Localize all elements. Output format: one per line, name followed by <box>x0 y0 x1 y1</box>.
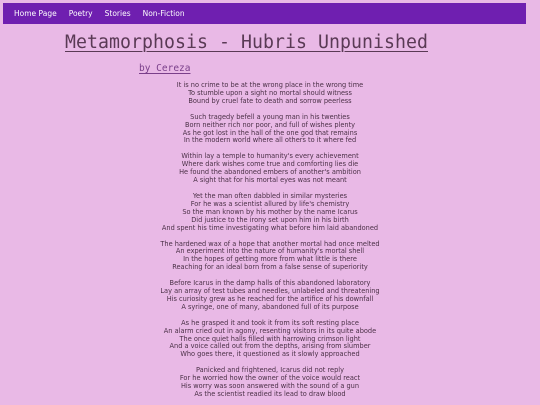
poem-line: Born neither rich nor poor, and full of wishes plenty <box>184 120 356 129</box>
poem-line: As the scientist readied its lead to draw blood <box>194 390 346 398</box>
poem-stanza <box>130 193 410 233</box>
author-byline: by Cereza <box>139 63 191 74</box>
poem-line: Did justice to the irony set upon him in his birth <box>191 215 349 224</box>
poem-line: In the modern world where all others to it where fed <box>183 136 357 145</box>
poem-line: In the hopes of getting more from what little is there <box>183 255 357 264</box>
nav-link-home[interactable]: Home Page <box>14 9 57 18</box>
poem-line: Such tragedy befell a young man in his twenties <box>190 112 350 121</box>
poem-line: Where dark wishes come true and comforting lies die <box>181 160 359 169</box>
top-navbar <box>3 3 526 24</box>
nav-link-stories[interactable]: Stories <box>104 9 131 18</box>
poem-line: For he was a scientist allured by life's chemistry <box>190 199 350 208</box>
poem-stanza <box>130 114 410 146</box>
poem-stanza <box>130 367 410 399</box>
poem-line: Bound by cruel fate to death and sorrow peerless <box>188 96 352 105</box>
poem-line: An experiment into the nature of humanity's mortal shell <box>175 247 365 256</box>
poem-line: Within lay a temple to humanity's every achievement <box>181 152 359 161</box>
poem-stanza <box>130 82 410 106</box>
poem-line: His worry was soon answered with the sound of a gun <box>180 382 360 391</box>
poem-stanza <box>130 320 410 360</box>
poem-line: To stumble upon a sight no mortal should witness <box>188 88 352 97</box>
poem-stanza <box>130 241 410 273</box>
poem-line: So the man known by his mother by the name Icarus <box>182 207 358 216</box>
poem-line: As he got lost in the hall of the one god that remains <box>182 128 358 137</box>
poem-body <box>130 82 410 405</box>
poem-line: Reaching for an ideal born from a false sense of superiority <box>172 263 368 272</box>
poem-stanza <box>130 280 410 312</box>
poem-line: His curiosity grew as he reached for the artifice of his downfall <box>166 294 374 303</box>
poem-line: An alarm cried out in agony, resenting visitors in its quite abode <box>163 326 377 335</box>
page-title: Metamorphosis - Hubris Unpunished <box>65 32 428 53</box>
poem-line: Lay an array of test tubes and needles, unlabeled and threatening <box>160 287 380 296</box>
poem-line: As he grasped it and took it from its soft resting place <box>181 318 359 327</box>
poem-line: Before Icarus in the damp halls of this abandoned laboratory <box>169 279 371 288</box>
poem-line: The once quiet halls filled with harrowing crimson light <box>179 334 361 343</box>
poem-line: Panicked and frightened, Icarus did not reply <box>195 366 345 375</box>
nav-link-poetry[interactable]: Poetry <box>68 9 93 18</box>
poem-line: Who goes there, it questioned as it slowly approached <box>180 350 360 359</box>
poem-line: A syringe, one of many, abandoned full of its purpose <box>181 302 359 311</box>
poem-line: A sight that for his mortal eyes was not meant <box>193 176 347 185</box>
nav-link-nonfiction[interactable]: Non-Fiction <box>142 9 185 18</box>
poem-line: And spent his time investigating what before him laid abandoned <box>161 223 379 232</box>
poem-line: He found the abandoned embers of another's ambition <box>179 168 361 177</box>
poem-stanza <box>130 153 410 185</box>
poem-line: And a voice called out from the depths, arising from slumber <box>169 342 371 351</box>
poem-line: The hardened wax of a hope that another mortal had once melted <box>160 239 380 248</box>
poem-line: It is no crime to be at the wrong place in the wrong time <box>176 81 364 89</box>
poem-line: For he worried how the owner of the voice would react <box>179 374 361 383</box>
poem-line: Yet the man often dabbled in similar mysteries <box>192 191 348 200</box>
